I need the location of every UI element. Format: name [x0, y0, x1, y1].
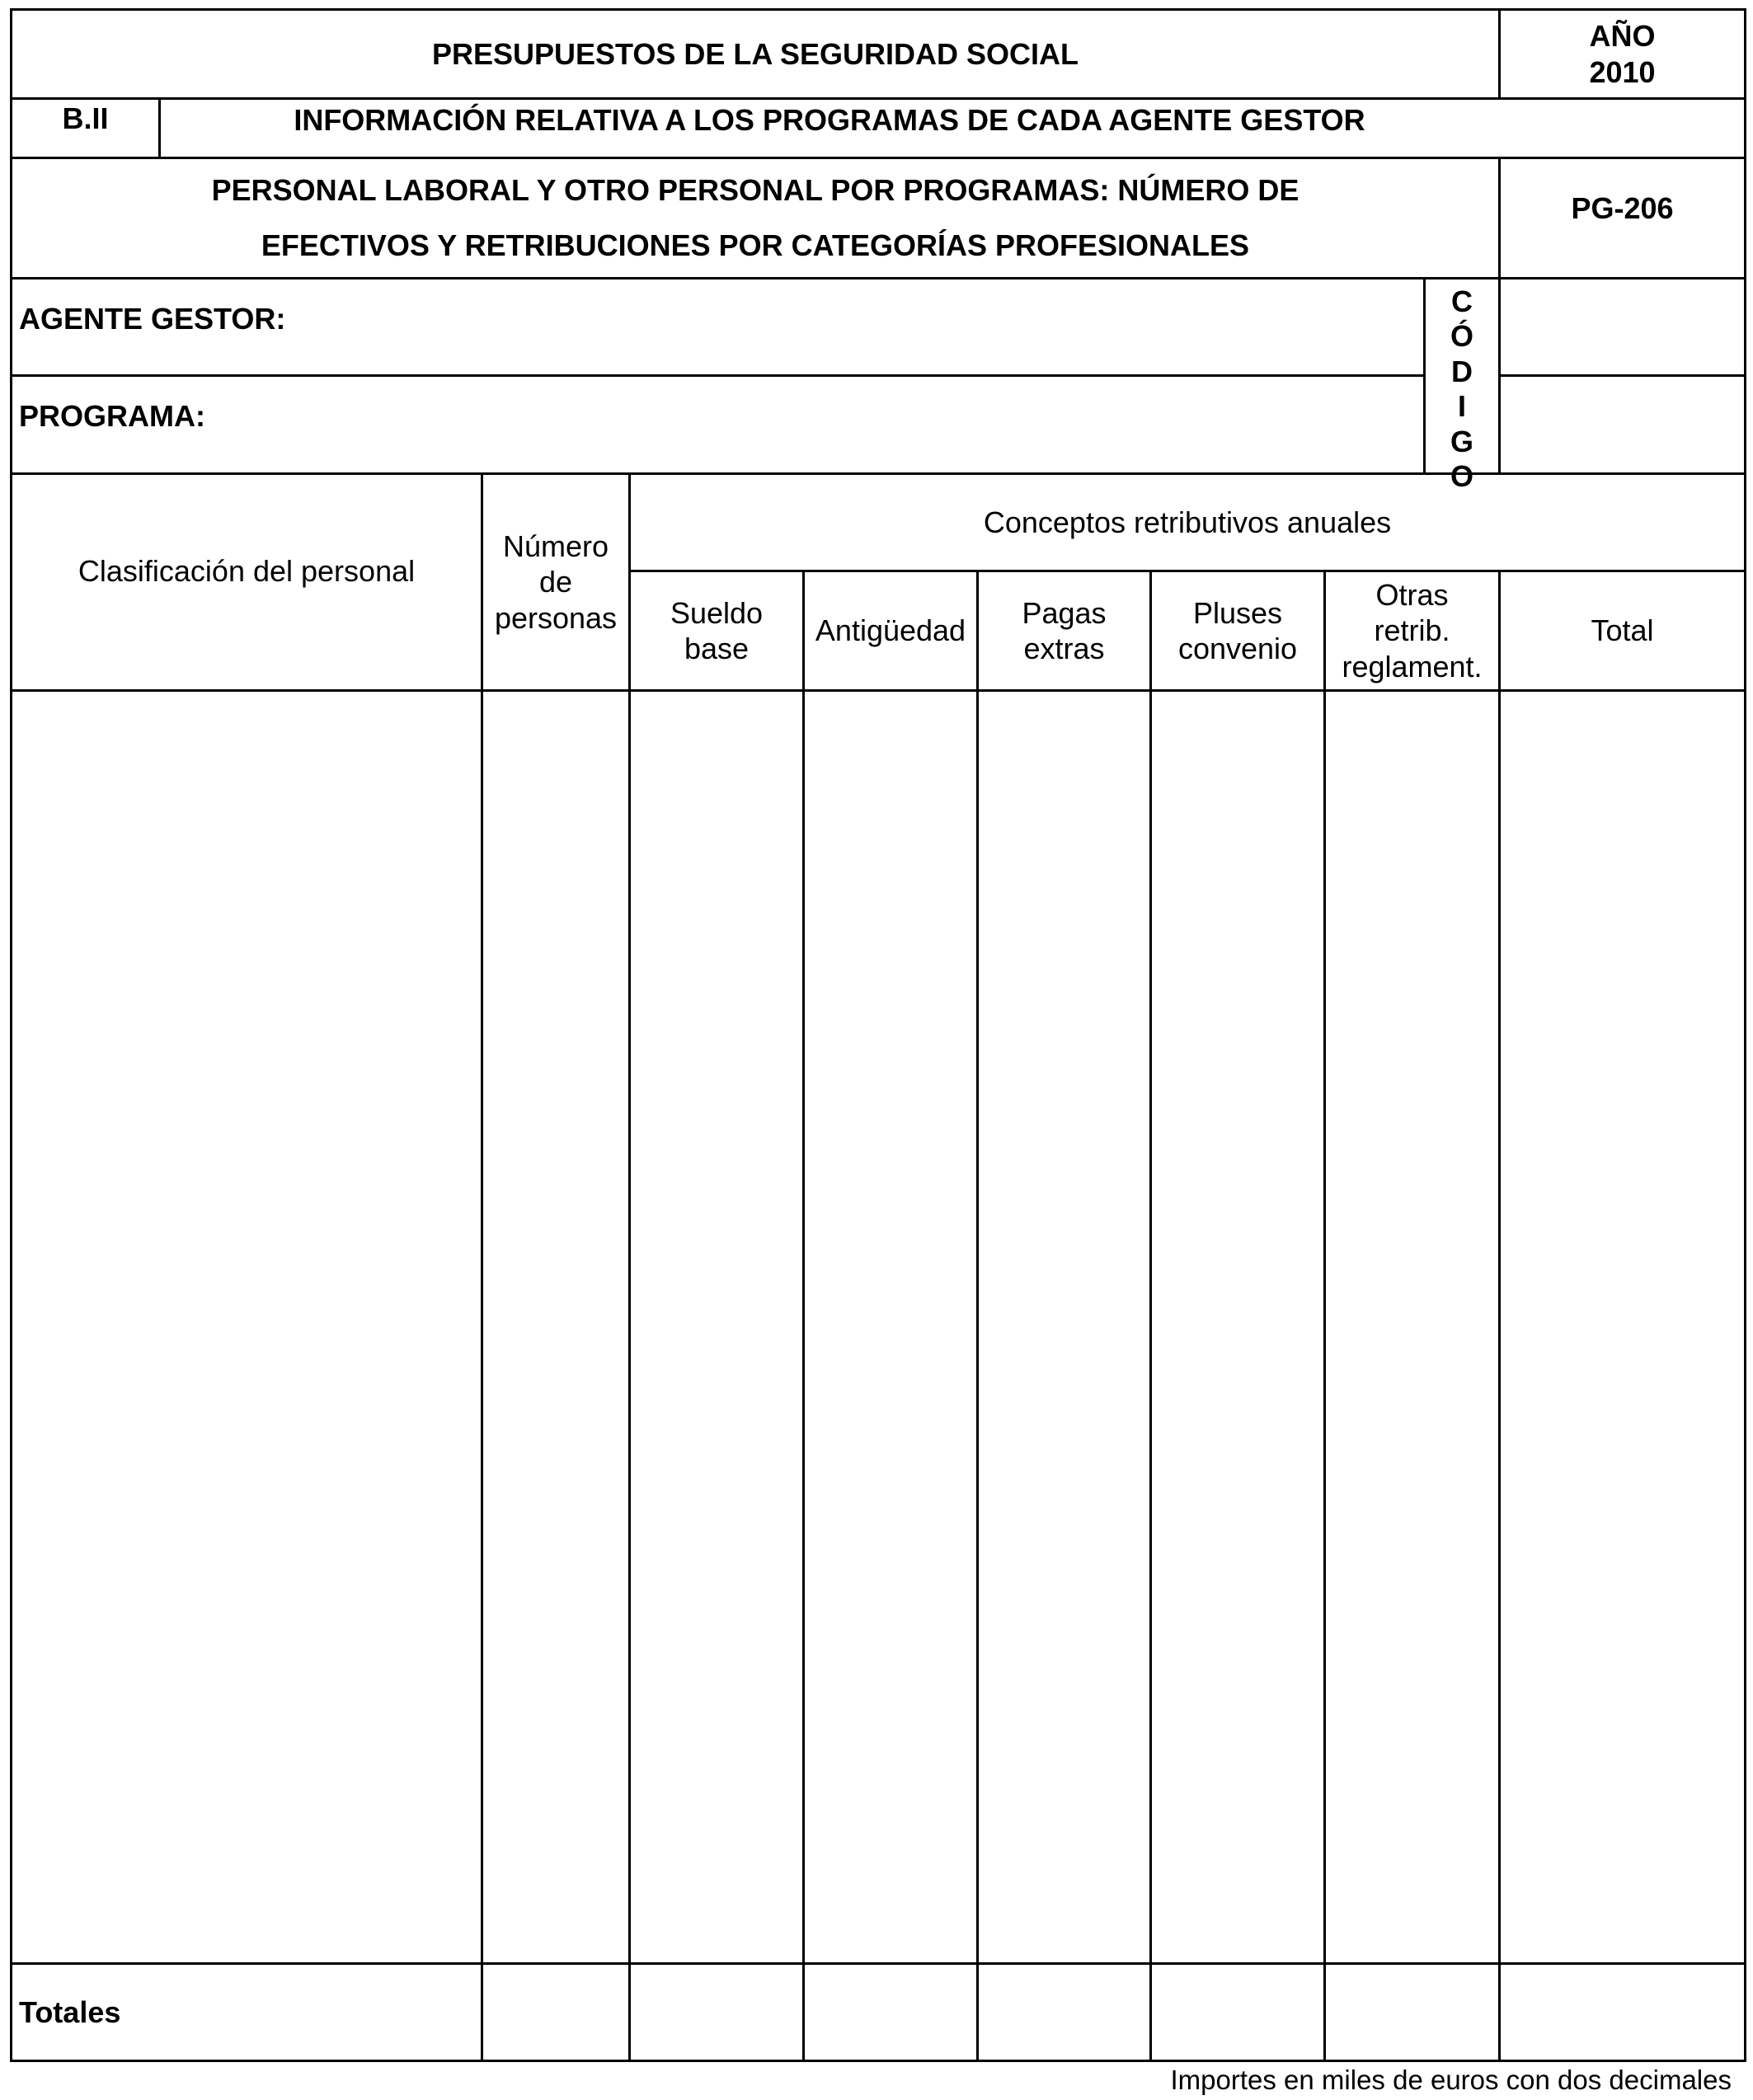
codigo-vertical-label: [1426, 280, 1498, 494]
col-header-sueldo-base: [631, 572, 802, 689]
table-body[interactable]: [12, 692, 1744, 1962]
group-header-conceptos: Conceptos retributivos anuales: [983, 505, 1392, 539]
col-header-line: Pluses: [1192, 595, 1283, 630]
totals-label: Totales: [19, 1994, 121, 2029]
col-header-numero-line: de: [538, 565, 573, 599]
form-title-line-1: PERSONAL LABORAL Y OTRO PERSONAL POR PROGRAMAS: NÚMERO DE: [211, 172, 1299, 207]
agente-gestor-code-field[interactable]: [1501, 280, 1744, 374]
form-title: [12, 159, 1498, 277]
agente-gestor-label: AGENTE GESTOR:: [19, 301, 286, 336]
col-header-line: retrib.: [1374, 613, 1450, 648]
codigo-letter: Ó: [1450, 319, 1473, 354]
agente-gestor-field[interactable]: [330, 280, 1423, 374]
col-header-pluses-convenio: [1152, 572, 1323, 689]
programa-field[interactable]: [247, 377, 1423, 472]
codigo-letter: C: [1451, 284, 1473, 318]
year-cell: [1501, 11, 1744, 97]
section-code: B.II: [62, 101, 109, 136]
col-header-numero-line: personas: [494, 600, 618, 635]
codigo-letter: I: [1457, 389, 1466, 424]
col-header-clasificacion: Clasificación del personal: [78, 553, 416, 588]
col-header-line: Otras: [1375, 578, 1449, 613]
programa-code-field[interactable]: [1501, 377, 1744, 472]
table-bottom: [10, 2060, 1746, 2062]
frame-right: [1744, 8, 1746, 2062]
col-header-antiguedad: Antigüedad: [815, 613, 966, 648]
col-header-line: convenio: [1177, 632, 1298, 665]
codigo-letter: O: [1450, 459, 1473, 494]
col-header-numero-line: Número: [502, 529, 609, 564]
form-code: PG-206: [1571, 191, 1674, 226]
year-value: 2010: [1589, 54, 1656, 89]
year-label: AÑO: [1589, 18, 1656, 53]
col-header-line: Sueldo: [670, 595, 764, 630]
col-header-total: Total: [1591, 613, 1654, 648]
document-title: PRESUPUESTOS DE LA SEGURIDAD SOCIAL: [431, 36, 1079, 71]
col-header-line: base: [684, 632, 750, 665]
col-header-numero: [483, 475, 628, 689]
col-header-line: extras: [1023, 632, 1105, 665]
codigo-letter: D: [1451, 354, 1473, 388]
col-header-pagas-extras: [979, 572, 1149, 689]
codigo-letter: G: [1450, 424, 1473, 458]
col-header-line: Pagas: [1022, 595, 1107, 630]
section-title: INFORMACIÓN RELATIVA A LOS PROGRAMAS DE CADA AGENTE GESTOR: [294, 103, 1365, 138]
programa-label: PROGRAMA:: [19, 398, 205, 433]
form-title-line-2: EFECTIVOS Y RETRIBUCIONES POR CATEGORÍAS PROFESIONALES: [261, 228, 1250, 262]
footer-note: Importes en miles de euros con dos decimales: [1170, 2064, 1732, 2095]
col-header-otras-retrib: [1326, 572, 1498, 689]
col-header-line: reglament.: [1342, 649, 1483, 684]
